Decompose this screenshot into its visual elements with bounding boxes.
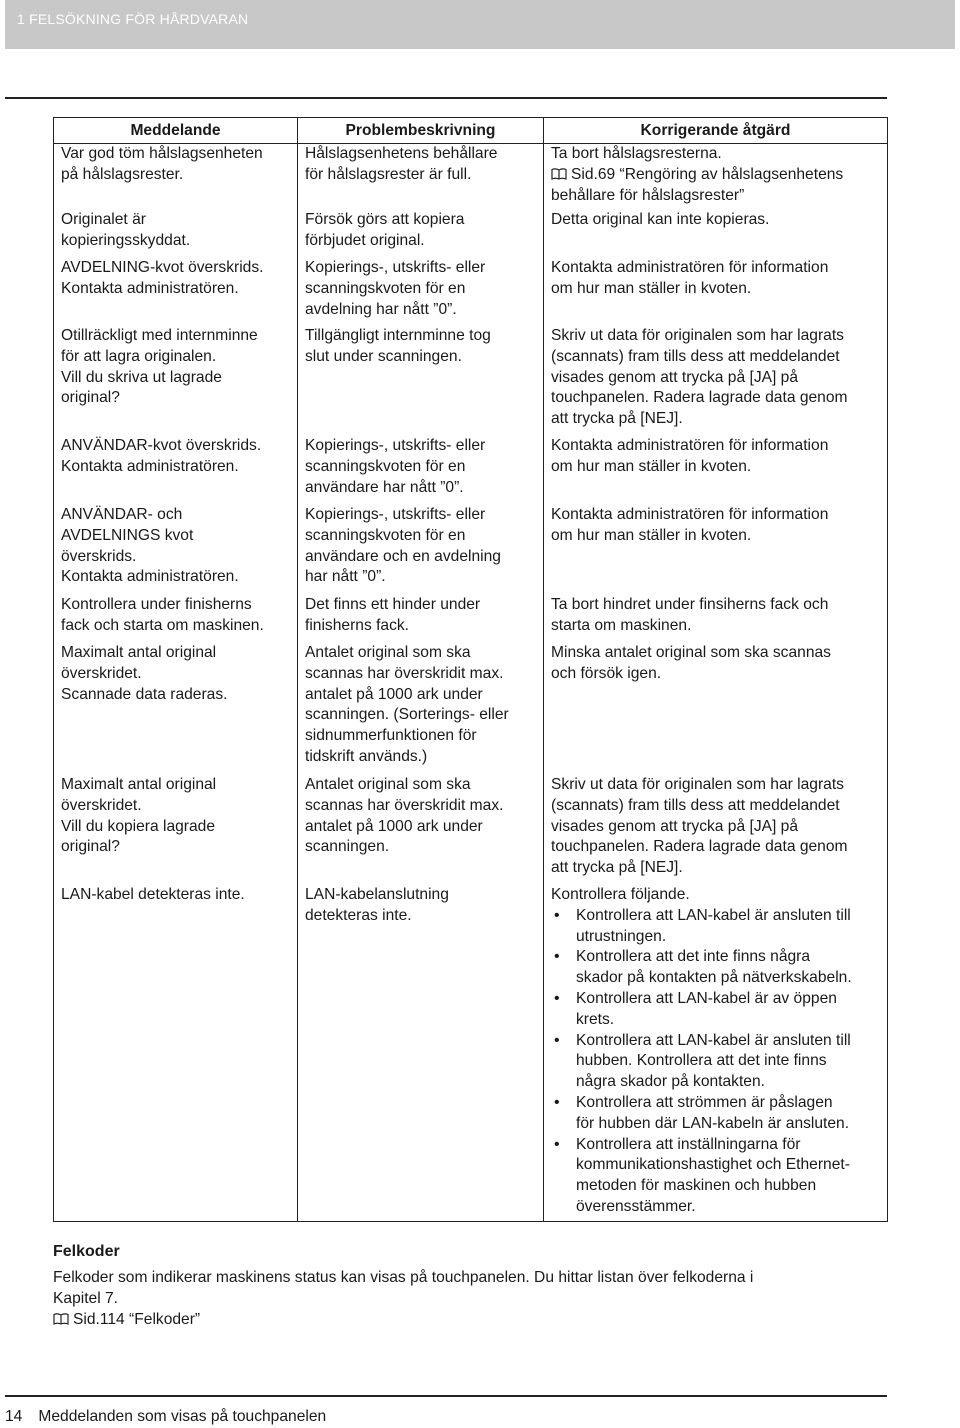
checklist-item: • Kontrollera att det inte finns några skador på kontakten på nätverkskabeln. bbox=[551, 947, 881, 989]
message-cell bbox=[54, 258, 298, 326]
table-row bbox=[54, 210, 888, 258]
table-row bbox=[54, 595, 888, 643]
problem-text: Antalet original som ska scannas har överskridit max. antalet på 1000 ark under scanningen. bbox=[305, 776, 504, 856]
action-cell bbox=[544, 258, 888, 326]
message-cell bbox=[54, 643, 298, 775]
message-text: ANVÄNDAR-kvot överskrids. Kontakta administratören. bbox=[61, 437, 262, 475]
column-header-message: Meddelande bbox=[54, 118, 298, 144]
problem-cell bbox=[298, 326, 544, 436]
checklist-item: • Kontrollera att LAN-kabel är ansluten till utrustningen. bbox=[551, 906, 881, 948]
problem-cell bbox=[298, 436, 544, 505]
problem-text: Kopierings-, utskrifts- eller scanningskvoten för en användare har nått ”0”. bbox=[305, 437, 486, 496]
message-text: ANVÄNDAR- och AVDELNINGS kvot överskrids. Kontakta administratören. bbox=[61, 506, 239, 586]
action-text: Kontakta administratören för information om hur man ställer in kvoten. bbox=[551, 259, 829, 297]
footer-divider bbox=[5, 1395, 887, 1397]
message-text: AVDELNING-kvot överskrids. Kontakta administratören. bbox=[61, 259, 264, 297]
table-row bbox=[54, 258, 888, 326]
message-text: Maximalt antal original överskridet. Scannade data raderas. bbox=[61, 644, 228, 703]
problem-text: Kopierings-, utskrifts- eller scanningskvoten för en användare och en avdelning har nått ”0”. bbox=[305, 506, 501, 586]
checklist bbox=[551, 906, 881, 1218]
message-cell bbox=[54, 326, 298, 436]
problem-text: Försök görs att kopiera förbjudet original. bbox=[305, 211, 465, 249]
table-row bbox=[54, 643, 888, 775]
table-header-row bbox=[54, 118, 888, 144]
action-cell bbox=[544, 885, 888, 1222]
page-footer bbox=[5, 1408, 326, 1426]
action-cell bbox=[544, 326, 888, 436]
action-text: Detta original kan inte kopieras. bbox=[551, 211, 770, 228]
message-text: Var god töm hålslagsenheten på hålslagsrester. bbox=[61, 145, 263, 183]
message-text: Kontrollera under finisherns fack och starta om maskinen. bbox=[61, 596, 264, 634]
table-row bbox=[54, 326, 888, 436]
section-body: Felkoder som indikerar maskinens status kan visas på touchpanelen. Du hittar listan över felkoderna i Kapitel 7. bbox=[53, 1269, 754, 1307]
action-text: Kontakta administratören för information om hur man ställer in kvoten. bbox=[551, 506, 829, 544]
table-row bbox=[54, 775, 888, 885]
action-text: Ta bort hindret under finsiherns fack och starta om maskinen. bbox=[551, 596, 829, 634]
message-text: Otillräckligt med internminne för att lagra originalen. Vill du skriva ut lagrade original? bbox=[61, 327, 258, 407]
chapter-title: 1 FELSÖKNING FÖR HÅRDVARAN bbox=[17, 11, 249, 27]
action-cell bbox=[544, 144, 888, 211]
action-text: Kontakta administratören för information om hur man ställer in kvoten. bbox=[551, 437, 829, 475]
action-cell bbox=[544, 775, 888, 885]
action-text: Ta bort hålslagsresterna. bbox=[551, 145, 722, 162]
checklist-item: • Kontrollera att strömmen är påslagen för hubben där LAN-kabeln är ansluten. bbox=[551, 1093, 881, 1135]
problem-text: Hålslagsenhetens behållare för hålslagsrester är full. bbox=[305, 145, 498, 183]
section-title: Felkoder bbox=[53, 1243, 120, 1260]
footer-title: Meddelanden som visas på touchpanelen bbox=[38, 1408, 327, 1425]
checklist-item: • Kontrollera att inställningarna för kommunikationshastighet och Ethernet- metoden för maskinen och hubben överensstämmer. bbox=[551, 1135, 881, 1218]
problem-text: LAN-kabelanslutning detekteras inte. bbox=[305, 886, 449, 924]
message-cell bbox=[54, 595, 298, 643]
column-header-action: Korrigerande åtgärd bbox=[544, 118, 888, 144]
message-cell bbox=[54, 144, 298, 211]
message-text: Maximalt antal original överskridet. Vill du kopiera lagrade original? bbox=[61, 776, 217, 856]
message-text: Originalet är kopieringsskyddat. bbox=[61, 211, 191, 249]
action-cell bbox=[544, 436, 888, 505]
problem-text: Kopierings-, utskrifts- eller scanningskvoten för en avdelning har nått ”0”. bbox=[305, 259, 486, 318]
action-cell bbox=[544, 595, 888, 643]
action-text: Skriv ut data för originalen som har lagrats (scannats) fram tills dess att meddelandet visades genom att trycka på [JA] på touchpanelen. Radera lagrade data genom att trycka på [NEJ]. bbox=[551, 776, 848, 877]
problem-cell bbox=[298, 210, 544, 258]
book-icon bbox=[551, 168, 567, 180]
message-cell bbox=[54, 775, 298, 885]
problem-text: Tillgängligt internminne tog slut under scanningen. bbox=[305, 327, 491, 365]
section-cross-reference-text: Sid.114 “Felkoder” bbox=[73, 1311, 201, 1328]
message-text: LAN-kabel detekteras inte. bbox=[61, 886, 245, 903]
action-text: Minska antalet original som ska scannas och försök igen. bbox=[551, 644, 831, 682]
action-text: Skriv ut data för originalen som har lagrats (scannats) fram tills dess att meddelandet visades genom att trycka på [JA] på touchpanelen. Radera lagrade data genom att trycka på [NEJ]. bbox=[551, 327, 848, 428]
action-cell bbox=[544, 210, 888, 258]
checklist-item: • Kontrollera att LAN-kabel är ansluten till hubben. Kontrollera att det inte finns några skador på kontakten. bbox=[551, 1031, 881, 1093]
problem-cell bbox=[298, 258, 544, 326]
column-header-problem: Problembeskrivning bbox=[298, 118, 544, 144]
problem-cell bbox=[298, 885, 544, 1222]
cross-reference-text: Sid.69 “Rengöring av hålslagsenhetens behållare för hålslagsrester” bbox=[551, 165, 844, 204]
problem-text: Antalet original som ska scannas har överskridit max. antalet på 1000 ark under scanningen. (Sorterings- eller sidnummerfunktionen för tidskrift används.) bbox=[305, 644, 509, 765]
table-row bbox=[54, 505, 888, 595]
problem-cell bbox=[298, 775, 544, 885]
cross-reference-link[interactable] bbox=[551, 165, 881, 207]
action-cell bbox=[544, 505, 888, 595]
problem-cell bbox=[298, 643, 544, 775]
message-cell bbox=[54, 210, 298, 258]
section-cross-reference-link[interactable] bbox=[53, 1310, 200, 1331]
problem-cell bbox=[298, 505, 544, 595]
problem-cell bbox=[298, 595, 544, 643]
problem-text: Det finns ett hinder under finisherns fack. bbox=[305, 596, 481, 634]
message-cell bbox=[54, 885, 298, 1222]
table-row bbox=[54, 885, 888, 1222]
problem-cell bbox=[298, 144, 544, 211]
message-cell bbox=[54, 505, 298, 595]
book-icon bbox=[53, 1313, 69, 1325]
header-divider bbox=[5, 97, 887, 99]
table-row bbox=[54, 436, 888, 505]
action-cell bbox=[544, 643, 888, 775]
messages-table bbox=[53, 117, 888, 1222]
message-cell bbox=[54, 436, 298, 505]
checklist-item: • Kontrollera att LAN-kabel är av öppen krets. bbox=[551, 989, 881, 1031]
action-text: Kontrollera följande. bbox=[551, 886, 690, 903]
table-row bbox=[54, 144, 888, 211]
chapter-header-bar bbox=[5, 0, 955, 49]
page-number: 14 bbox=[5, 1408, 23, 1425]
